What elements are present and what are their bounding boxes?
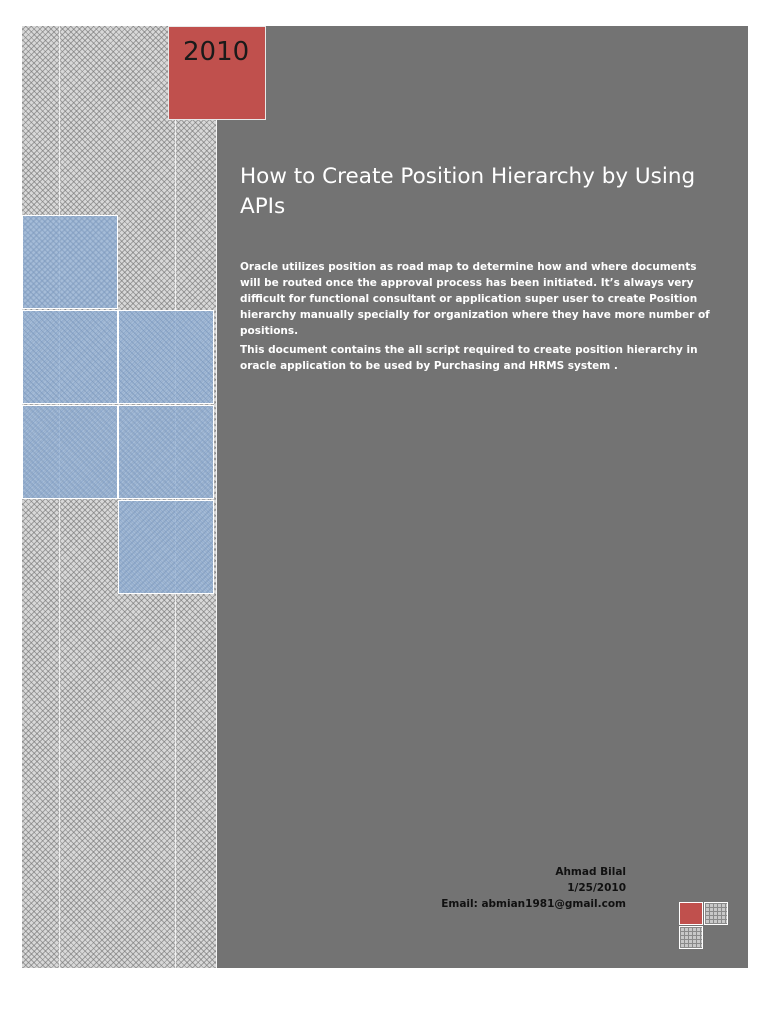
year-badge <box>168 26 266 120</box>
blue-decor-square <box>118 405 214 499</box>
year-text: 2010 <box>183 37 250 67</box>
logo-grid-square <box>704 902 728 925</box>
abstract-paragraph-2: This document contains the all script required to create position hierarchy in oracle application to be used by Purchasing and HRMS system . <box>240 344 698 372</box>
author-name: Ahmad Bilal <box>555 866 626 878</box>
blue-decor-square <box>22 215 118 309</box>
author-email: Email: abmian1981@gmail.com <box>441 898 626 910</box>
blue-decor-square <box>118 500 214 594</box>
abstract-paragraph-1: Oracle utilizes position as road map to determine how and where documents will be routed once the approval process has been initiated. It’s always very difficult for functional consultant or application super user to create Position hierarchy manually specially for organization where they have more number of positions. <box>240 261 710 337</box>
blue-decor-square <box>22 310 118 404</box>
squares-logo-icon <box>679 902 731 952</box>
logo-grid-square <box>679 926 703 949</box>
logo-red-square <box>679 902 703 925</box>
document-title: How to Create Position Hierarchy by Using APIs <box>240 164 696 219</box>
document-date: 1/25/2010 <box>567 882 626 894</box>
blue-decor-square <box>22 405 118 499</box>
blue-decor-square <box>118 310 214 404</box>
author-block <box>441 864 626 912</box>
